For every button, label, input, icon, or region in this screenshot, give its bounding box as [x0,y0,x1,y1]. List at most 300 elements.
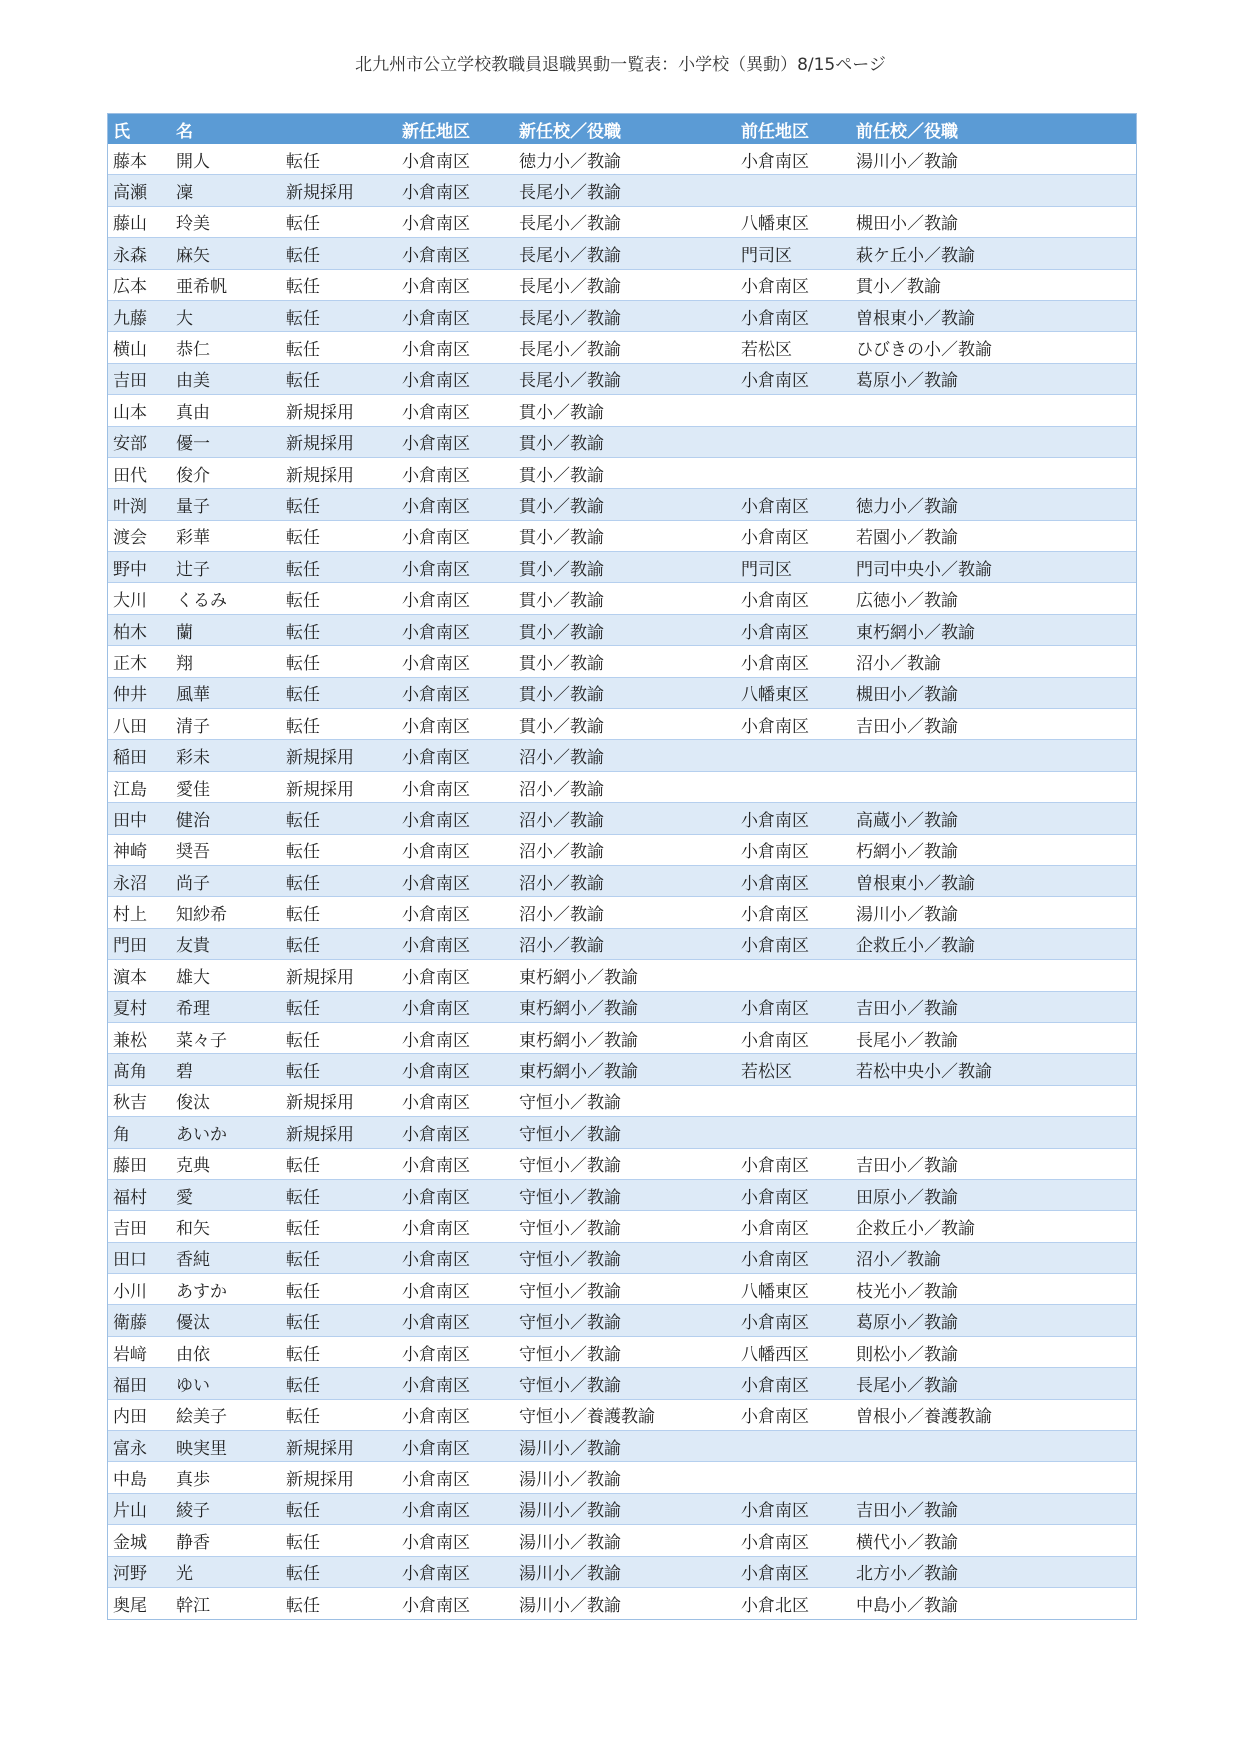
surname-cell: 吉田 [113,1218,147,1239]
surname-cell: 藤田 [113,1156,147,1177]
prev-school-cell: 長尾小／教諭 [856,1030,958,1051]
surname-cell: 藤山 [113,214,147,235]
given-name-cell: 麻矢 [176,245,210,266]
surname-cell: 高瀬 [113,183,147,204]
surname-cell: 江島 [113,779,147,800]
new-area-cell: 小倉南区 [402,1375,470,1396]
prev-school-cell: 吉田小／教諭 [856,999,958,1020]
prev-school-cell: 横代小／教諭 [856,1532,958,1553]
new-school-cell: 守恒小／教諭 [519,1093,621,1114]
table-row [108,1023,1136,1054]
prev-area-cell: 小倉南区 [741,999,809,1020]
kind-cell: 新規採用 [286,779,354,800]
table-header [108,114,1136,144]
given-name-cell: 恭仁 [176,340,210,361]
given-name-cell: 健治 [176,810,210,831]
prev-area-cell: 小倉南区 [741,653,809,674]
prev-area-cell: 小倉南区 [741,1218,809,1239]
table-row [108,678,1136,709]
table-row [108,1086,1136,1117]
prev-area-cell: 門司区 [741,559,792,580]
prev-school-cell: 曽根東小／教諭 [856,308,975,329]
new-school-cell: 貫小／教諭 [519,434,604,455]
new-school-cell: 湯川小／教諭 [519,1438,621,1459]
prev-area-cell: 小倉南区 [741,873,809,894]
prev-area-cell: 小倉南区 [741,1375,809,1396]
new-area-cell: 小倉南区 [402,1313,470,1334]
prev-school-cell: 田原小／教諭 [856,1187,958,1208]
new-area-cell: 小倉南区 [402,183,470,204]
table-row [108,929,1136,960]
table-row [108,1274,1136,1305]
kind-cell: 転任 [286,528,320,549]
new-area-cell: 小倉南区 [402,402,470,423]
table-row [108,1494,1136,1525]
new-area-cell: 小倉南区 [402,1564,470,1585]
given-name-cell: 大 [176,308,193,329]
kind-cell: 新規採用 [286,183,354,204]
kind-cell: 転任 [286,277,320,298]
prev-school-cell: 若松中央小／教諭 [856,1062,992,1083]
kind-cell: 転任 [286,810,320,831]
new-school-cell: 貫小／教諭 [519,685,604,706]
kind-cell: 転任 [286,1564,320,1585]
new-school-cell: 守恒小／教諭 [519,1281,621,1302]
prev-area-cell: 八幡東区 [741,214,809,235]
new-school-cell: 守恒小／教諭 [519,1124,621,1145]
kind-cell: 転任 [286,1030,320,1051]
kind-cell: 新規採用 [286,1470,354,1491]
surname-cell: 広本 [113,277,147,298]
kind-cell: 新規採用 [286,967,354,988]
prev-area-cell: 小倉南区 [741,1407,809,1428]
surname-cell: 門田 [113,936,147,957]
given-name-cell: 彩華 [176,528,210,549]
table-row [108,1243,1136,1274]
prev-school-cell: 吉田小／教諭 [856,1156,958,1177]
surname-cell: 叶渕 [113,496,147,517]
surname-cell: 渡会 [113,528,147,549]
table-row [108,583,1136,614]
kind-cell: 転任 [286,622,320,643]
given-name-cell: 希理 [176,999,210,1020]
prev-area-cell: 若松区 [741,1062,792,1083]
prev-area-cell: 小倉北区 [741,1596,809,1617]
new-area-cell: 小倉南区 [402,1501,470,1522]
prev-area-cell: 小倉南区 [741,151,809,172]
surname-cell: 野中 [113,559,147,580]
new-area-cell: 小倉南区 [402,1093,470,1114]
new-school-cell: 湯川小／教諭 [519,1470,621,1491]
surname-cell: 岩﨑 [113,1344,147,1365]
prev-school-cell: 長尾小／教諭 [856,1375,958,1396]
prev-area-cell: 小倉南区 [741,1501,809,1522]
kind-cell: 新規採用 [286,748,354,769]
new-area-cell: 小倉南区 [402,308,470,329]
prev-school-cell: 吉田小／教諭 [856,1501,958,1522]
table-row [108,458,1136,489]
table-row [108,960,1136,991]
kind-cell: 新規採用 [286,1438,354,1459]
new-area-cell: 小倉南区 [402,1218,470,1239]
new-school-cell: 貫小／教諭 [519,559,604,580]
given-name-cell: 幹江 [176,1596,210,1617]
surname-cell: 田代 [113,465,147,486]
new-school-cell: 守恒小／教諭 [519,1218,621,1239]
kind-cell: 転任 [286,936,320,957]
prev-area-cell: 八幡東区 [741,1281,809,1302]
kind-cell: 転任 [286,340,320,361]
given-name-cell: 静香 [176,1532,210,1553]
new-area-cell: 小倉南区 [402,277,470,298]
given-name-cell: 奨吾 [176,842,210,863]
surname-cell: 山本 [113,402,147,423]
new-school-cell: 守恒小／教諭 [519,1313,621,1334]
surname-cell: 安部 [113,434,147,455]
new-school-cell: 守恒小／教諭 [519,1344,621,1365]
table-row [108,1588,1136,1619]
kind-cell: 転任 [286,1313,320,1334]
new-area-cell: 小倉南区 [402,842,470,863]
prev-school-cell: 沼小／教諭 [856,653,941,674]
surname-cell: 奥尾 [113,1596,147,1617]
given-name-cell: 優一 [176,434,210,455]
given-name-cell: 彩未 [176,748,210,769]
surname-cell: 河野 [113,1564,147,1585]
given-name-cell: 愛 [176,1187,193,1208]
kind-cell: 転任 [286,999,320,1020]
prev-school-cell: 曽根東小／教諭 [856,873,975,894]
kind-cell: 転任 [286,1062,320,1083]
prev-area-cell: 小倉南区 [741,496,809,517]
table-row [108,992,1136,1023]
kind-cell: 転任 [286,1596,320,1617]
new-school-cell: 沼小／教諭 [519,810,604,831]
new-school-cell: 徳力小／教諭 [519,151,621,172]
surname-cell: 村上 [113,905,147,926]
given-name-cell: 凜 [176,183,193,204]
surname-cell: 田中 [113,810,147,831]
new-area-cell: 小倉南区 [402,496,470,517]
kind-cell: 転任 [286,214,320,235]
prev-school-cell: ひびきの小／教諭 [856,340,992,361]
table-row [108,1431,1136,1462]
kind-cell: 転任 [286,653,320,674]
new-school-cell: 貫小／教諭 [519,528,604,549]
prev-area-cell: 小倉南区 [741,591,809,612]
new-school-cell: 守恒小／教諭 [519,1375,621,1396]
kind-cell: 新規採用 [286,465,354,486]
prev-school-cell: 吉田小／教諭 [856,716,958,737]
surname-cell: 小川 [113,1281,147,1302]
surname-cell: 福村 [113,1187,147,1208]
new-school-cell: 貫小／教諭 [519,465,604,486]
new-school-cell: 貫小／教諭 [519,653,604,674]
prev-school-cell: 湯川小／教諭 [856,151,958,172]
surname-cell: 正木 [113,653,147,674]
kind-cell: 転任 [286,1344,320,1365]
new-school-cell: 長尾小／教諭 [519,308,621,329]
new-school-cell: 湯川小／教諭 [519,1596,621,1617]
new-school-cell: 湯川小／教諭 [519,1532,621,1553]
new-area-cell: 小倉南区 [402,1407,470,1428]
kind-cell: 転任 [286,716,320,737]
new-area-cell: 小倉南区 [402,873,470,894]
prev-school-cell: 企救丘小／教諭 [856,1218,975,1239]
given-name-cell: 友貴 [176,936,210,957]
surname-cell: 髙角 [113,1062,147,1083]
kind-cell: 新規採用 [286,402,354,423]
prev-school-cell: 枝光小／教諭 [856,1281,958,1302]
table-row [108,521,1136,552]
prev-area-cell: 小倉南区 [741,1156,809,1177]
prev-school-cell: 萩ケ丘小／教諭 [856,245,975,266]
new-area-cell: 小倉南区 [402,748,470,769]
prev-school-cell: 高蔵小／教諭 [856,810,958,831]
surname-cell: 秋吉 [113,1093,147,1114]
prev-school-cell: 沼小／教諭 [856,1250,941,1271]
table-row [108,427,1136,458]
prev-area-cell: 小倉南区 [741,716,809,737]
kind-cell: 転任 [286,591,320,612]
prev-area-cell: 小倉南区 [741,936,809,957]
prev-school-cell: 槻田小／教諭 [856,685,958,706]
kind-cell: 新規採用 [286,1093,354,1114]
kind-cell: 転任 [286,842,320,863]
prev-area-cell: 八幡西区 [741,1344,809,1365]
surname-cell: 富永 [113,1438,147,1459]
given-name-cell: 俊汰 [176,1093,210,1114]
prev-area-cell: 小倉南区 [741,1532,809,1553]
table-row [108,1117,1136,1148]
prev-school-cell: 朽網小／教諭 [856,842,958,863]
kind-cell: 新規採用 [286,434,354,455]
kind-cell: 転任 [286,905,320,926]
surname-cell: 稲田 [113,748,147,769]
surname-cell: 兼松 [113,1030,147,1051]
given-name-cell: 清子 [176,716,210,737]
prev-area-cell: 小倉南区 [741,810,809,831]
table-row [108,395,1136,426]
prev-area-cell: 小倉南区 [741,1250,809,1271]
kind-cell: 新規採用 [286,1124,354,1145]
given-name-cell: ゆい [176,1375,210,1396]
kind-cell: 転任 [286,1501,320,1522]
new-area-cell: 小倉南区 [402,214,470,235]
surname-cell: 九藤 [113,308,147,329]
surname-cell: 永森 [113,245,147,266]
table-row [108,270,1136,301]
given-name-cell: 克典 [176,1156,210,1177]
new-area-cell: 小倉南区 [402,151,470,172]
prev-school-cell: 則松小／教諭 [856,1344,958,1365]
new-school-cell: 守恒小／教諭 [519,1156,621,1177]
new-school-cell: 貫小／教諭 [519,402,604,423]
table-row [108,1368,1136,1399]
new-school-cell: 守恒小／教諭 [519,1187,621,1208]
new-school-cell: 東朽網小／教諭 [519,999,638,1020]
surname-cell: 田口 [113,1250,147,1271]
table-row [108,709,1136,740]
surname-cell: 角 [113,1124,130,1145]
new-area-cell: 小倉南区 [402,810,470,831]
surname-cell: 永沼 [113,873,147,894]
given-name-cell: 翔 [176,653,193,674]
table-row [108,489,1136,520]
header-surname: 氏 [113,121,130,142]
kind-cell: 転任 [286,245,320,266]
kind-cell: 転任 [286,151,320,172]
table-row [108,835,1136,866]
surname-cell: 中島 [113,1470,147,1491]
new-area-cell: 小倉南区 [402,967,470,988]
kind-cell: 転任 [286,1156,320,1177]
given-name-cell: 光 [176,1564,193,1585]
prev-area-cell: 小倉南区 [741,1030,809,1051]
new-school-cell: 貫小／教諭 [519,496,604,517]
given-name-cell: 碧 [176,1062,193,1083]
table-row [108,332,1136,363]
table-row [108,1054,1136,1085]
new-area-cell: 小倉南区 [402,779,470,800]
new-school-cell: 守恒小／教諭 [519,1250,621,1271]
table-row [108,866,1136,897]
kind-cell: 転任 [286,1407,320,1428]
new-area-cell: 小倉南区 [402,1438,470,1459]
surname-cell: 神崎 [113,842,147,863]
prev-school-cell: 北方小／教諭 [856,1564,958,1585]
new-school-cell: 湯川小／教諭 [519,1501,621,1522]
new-school-cell: 貫小／教諭 [519,716,604,737]
given-name-cell: 愛佳 [176,779,210,800]
new-area-cell: 小倉南区 [402,999,470,1020]
kind-cell: 転任 [286,308,320,329]
given-name-cell: 開人 [176,151,210,172]
prev-area-cell: 小倉南区 [741,905,809,926]
new-area-cell: 小倉南区 [402,1532,470,1553]
prev-area-cell: 小倉南区 [741,371,809,392]
table-row [108,364,1136,395]
prev-area-cell: 小倉南区 [741,1187,809,1208]
header-given-name: 名 [176,121,193,142]
new-area-cell: 小倉南区 [402,1187,470,1208]
transfer-table [107,113,1137,1620]
table-row [108,1305,1136,1336]
kind-cell: 転任 [286,1532,320,1553]
prev-school-cell: 企救丘小／教諭 [856,936,975,957]
given-name-cell: あすか [176,1281,227,1302]
surname-cell: 八田 [113,716,147,737]
new-school-cell: 沼小／教諭 [519,936,604,957]
table-row [108,1400,1136,1431]
kind-cell: 転任 [286,559,320,580]
new-school-cell: 長尾小／教諭 [519,371,621,392]
table-row [108,1525,1136,1556]
table-row [108,772,1136,803]
surname-cell: 柏木 [113,622,147,643]
surname-cell: 吉田 [113,371,147,392]
prev-school-cell: 葛原小／教諭 [856,1313,958,1334]
new-school-cell: 長尾小／教諭 [519,277,621,298]
given-name-cell: 俊介 [176,465,210,486]
new-area-cell: 小倉南区 [402,434,470,455]
new-area-cell: 小倉南区 [402,1156,470,1177]
given-name-cell: 辻子 [176,559,210,580]
new-school-cell: 東朽網小／教諭 [519,1030,638,1051]
new-area-cell: 小倉南区 [402,685,470,706]
table-row [108,238,1136,269]
given-name-cell: くるみ [176,591,227,612]
kind-cell: 転任 [286,1250,320,1271]
kind-cell: 転任 [286,1281,320,1302]
new-area-cell: 小倉南区 [402,465,470,486]
new-area-cell: 小倉南区 [402,245,470,266]
new-area-cell: 小倉南区 [402,936,470,957]
prev-area-cell: 小倉南区 [741,528,809,549]
header-new-area: 新任地区 [402,121,470,142]
table-row [108,1180,1136,1211]
surname-cell: 内田 [113,1407,147,1428]
given-name-cell: 由美 [176,371,210,392]
new-school-cell: 長尾小／教諭 [519,183,621,204]
table-row [108,646,1136,677]
surname-cell: 大川 [113,591,147,612]
new-area-cell: 小倉南区 [402,1470,470,1491]
new-area-cell: 小倉南区 [402,1596,470,1617]
table-row [108,615,1136,646]
given-name-cell: あいか [176,1124,227,1145]
surname-cell: 衛藤 [113,1313,147,1334]
new-area-cell: 小倉南区 [402,905,470,926]
surname-cell: 片山 [113,1501,147,1522]
header-new-school: 新任校／役職 [519,121,621,142]
prev-school-cell: 貫小／教諭 [856,277,941,298]
given-name-cell: 雄大 [176,967,210,988]
new-area-cell: 小倉南区 [402,1124,470,1145]
new-area-cell: 小倉南区 [402,1344,470,1365]
new-school-cell: 湯川小／教諭 [519,1564,621,1585]
new-school-cell: 沼小／教諭 [519,748,604,769]
surname-cell: 夏村 [113,999,147,1020]
new-school-cell: 長尾小／教諭 [519,214,621,235]
given-name-cell: 真歩 [176,1470,210,1491]
given-name-cell: 香純 [176,1250,210,1271]
new-school-cell: 沼小／教諭 [519,779,604,800]
given-name-cell: 蘭 [176,622,193,643]
given-name-cell: 菜々子 [176,1030,227,1051]
new-area-cell: 小倉南区 [402,340,470,361]
table-row [108,552,1136,583]
prev-area-cell: 小倉南区 [741,842,809,863]
prev-area-cell: 小倉南区 [741,1564,809,1585]
surname-cell: 福田 [113,1375,147,1396]
new-area-cell: 小倉南区 [402,653,470,674]
given-name-cell: 量子 [176,496,210,517]
kind-cell: 転任 [286,685,320,706]
new-area-cell: 小倉南区 [402,591,470,612]
given-name-cell: 綾子 [176,1501,210,1522]
prev-school-cell: 広徳小／教諭 [856,591,958,612]
table-row [108,301,1136,332]
new-area-cell: 小倉南区 [402,1250,470,1271]
prev-area-cell: 小倉南区 [741,622,809,643]
new-school-cell: 沼小／教諭 [519,842,604,863]
header-prev-school: 前任校／役職 [856,121,958,142]
surname-cell: 藤本 [113,151,147,172]
prev-school-cell: 葛原小／教諭 [856,371,958,392]
given-name-cell: 映実里 [176,1438,227,1459]
prev-school-cell: 湯川小／教諭 [856,905,958,926]
